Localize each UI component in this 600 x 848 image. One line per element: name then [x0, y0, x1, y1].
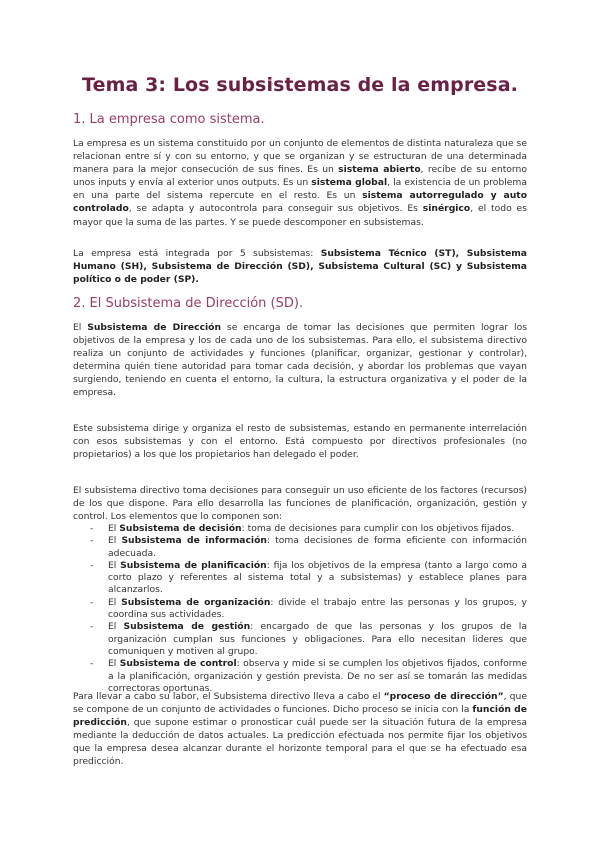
list-item: - El Subsistema de control: observa y mide si se cumplen los objetivos fijados, conforme a la planificación, organización y gestión prevista. De no ser así se tomarán las medidas correctoras oportunas.	[90, 658, 528, 694]
section-2-paragraph-4: Para llevar a cabo su labor, el Subsistema directivo lleva a cabo el “proceso de dirección”, que se compone de un conjunto de actividades o funciones. Dicho proceso se inicia con la función de predicción, que supone estimar o pronosticar cuál puede ser la situación futura de la empresa mediante la deducción de datos actuales. La predicción efectuada nos permite fijar los objetivos que la empresa desea alcanzar durante el horizonte temporal para el que se ha efectuado esa predicción.	[73, 691, 527, 768]
section-2-paragraph-2: Este subsistema dirige y organiza el resto de subsistemas, estando en permanente interrelación con esos subsistemas y con el entorno. Está compuesto por directivos profesionales (no propietarios) a los que los propietarios han delegado el poder.	[73, 423, 527, 461]
list-item: - El Subsistema de información: toma decisiones de forma eficiente con información adecuada.	[90, 535, 527, 559]
list-item: - El Subsistema de decisión: toma de decisiones para cumplir con los objetivos fijados.	[90, 523, 515, 534]
subsystem-list	[90, 523, 527, 695]
section-1-paragraph-1: La empresa es un sistema constituido por un conjunto de elementos de distinta naturaleza que se relacionan entre sí y con su entorno, y que se organizan y se estructuran de una determinada manera para la mejor consecución de sus fines. Es un sistema abierto, recibe de su entorno unos inputs y envía al exterior unos outputs. Es un sistema global, la existencia de un problema en una parte del sistema repercute en el resto. Es un sistema autorregulado y auto controlado, se adapta y autocontrola para conseguir sus objetivos. Es sinérgico, el todo es mayor que la suma de las partes. Y se puede descomponer en subsistemas.	[73, 138, 528, 228]
section-2-paragraph-3: El subsistema directivo toma decisiones para conseguir un uso eficiente de los factores (recursos) de los que dispone. Para ello desarrolla las funciones de planificación, organización, gestión y control. Los elementos que lo componen son:	[73, 485, 527, 523]
section-2-paragraph-1: El Subsistema de Dirección se encarga de tomar las decisiones que permiten lograr los objetivos de la empresa y los de cada uno de los subsistemas. Para ello, el subsistema directivo realiza un conjunto de actividades y funciones (planificar, organizar, gestionar y controlar), determina quién tiene autoridad para tomar cada decisión, y abordar los problemas que vayan surgiendo, teniendo en cuenta el entorno, la cultura, la estructura organizativa y el poder de la empresa.	[73, 322, 527, 399]
list-dash: -	[90, 523, 94, 534]
section-1-heading: 1. La empresa como sistema.	[73, 112, 265, 127]
section-1-paragraph-2: La empresa está integrada por 5 subsistemas: Subsistema Técnico (ST), Subsistema Humano (SH), Subsistema de Dirección (SD), Subsistema Cultural (SC) y Subsistema político o de poder (SP).	[73, 248, 527, 286]
list-dash: -	[90, 535, 94, 547]
section-2-heading: 2. El Subsistema de Dirección (SD).	[73, 296, 304, 311]
list-item: - El Subsistema de organización: divide el trabajo entre las personas y los grupos, y coordina sus actividades.	[90, 596, 527, 621]
list-dash: -	[90, 621, 94, 633]
list-item: - El Subsistema de gestión: encargado de que las personas y los grupos de la organización cumplan sus funciones y obligaciones. Para ello necesitan lideres que comuniquen y motiven al grupo.	[90, 621, 527, 657]
list-dash: -	[90, 559, 94, 571]
list-item: - El Subsistema de planificación: fija los objetivos de la empresa (tanto a largo como a corto plazo y referentes al sistema total y a subsistemas) y establece planes para alcanzarlos.	[90, 559, 527, 596]
page-title: Tema 3: Los subsistemas de la empresa.	[82, 74, 518, 96]
list-dash: -	[90, 658, 94, 670]
list-dash: -	[90, 596, 94, 608]
